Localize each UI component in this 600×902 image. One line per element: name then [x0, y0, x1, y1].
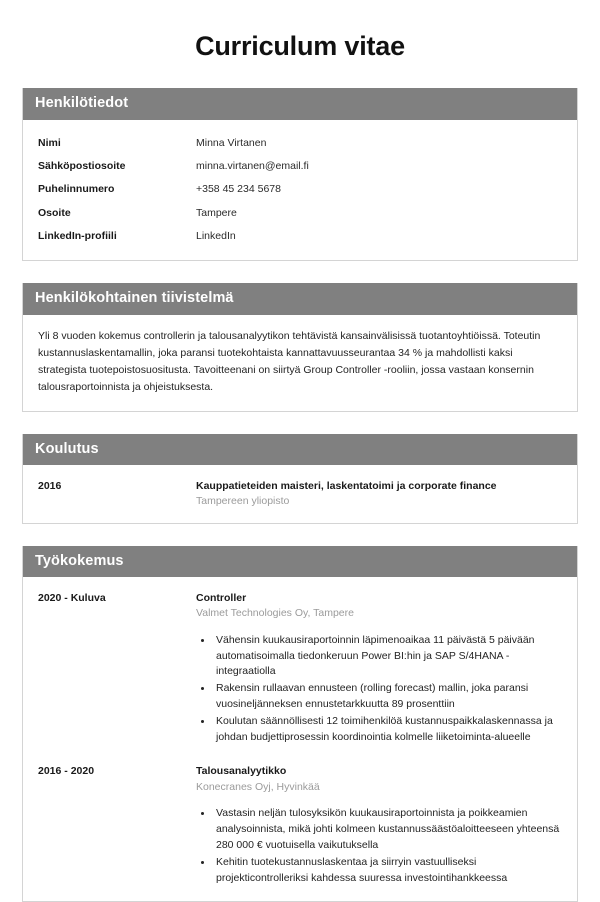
entry-bullet-list	[196, 633, 562, 747]
section-header-work-experience: Työkokemus	[23, 546, 577, 577]
table-row	[36, 155, 564, 178]
page-title: Curriculum vitae	[195, 31, 405, 61]
section-header-personal-info: Henkilötiedot	[23, 88, 577, 119]
entry-title: Kauppatieteiden maisteri, laskentatoimi ja corporate finance	[196, 479, 497, 492]
entry-subtitle: Konecranes Oyj, Hyvinkää	[196, 780, 320, 793]
entry-main	[196, 479, 562, 510]
entry-main	[196, 591, 562, 748]
section-header-education: Koulutus	[23, 434, 577, 465]
table-row	[36, 201, 564, 224]
entry-subtitle: Valmet Technologies Oy, Tampere	[196, 607, 354, 620]
info-label: Osoite	[38, 206, 71, 219]
section-body-work-experience	[23, 577, 577, 901]
info-value: Minna Virtanen	[196, 137, 267, 150]
entry-title: Talousanalyytikko	[196, 765, 287, 778]
section-personal-info	[22, 88, 578, 261]
info-value: minna.virtanen@email.fi	[196, 160, 309, 173]
section-header-summary: Henkilökohtainen tiivistelmä	[23, 283, 577, 314]
table-row	[36, 224, 564, 247]
info-label: Nimi	[38, 137, 61, 150]
section-work-experience	[22, 546, 578, 902]
list-item: • Kehitin tuotekustannuslaskentaa ja siirryin vastuulliseksi projekticontrolleriksi kahdessa suuressa investointihankkeessa	[213, 855, 562, 887]
info-value: Tampere	[196, 206, 237, 219]
table-row	[36, 132, 564, 155]
entry-date: 2020 - Kuluva	[38, 591, 106, 604]
entry-title: Controller	[196, 591, 247, 604]
work-entry	[36, 589, 564, 748]
section-body-summary	[23, 315, 577, 411]
entry-main	[196, 764, 562, 888]
info-value: +358 45 234 5678	[196, 183, 281, 196]
entry-date: 2016	[38, 479, 62, 492]
entry-subtitle: Tampereen yliopisto	[196, 495, 290, 508]
section-summary	[22, 283, 578, 411]
entry-bullet-list	[196, 806, 562, 887]
table-row	[36, 178, 564, 201]
info-label: Puhelinnumero	[38, 183, 115, 196]
list-item: • Vastasin neljän tulosyksikön kuukausiraportoinnista ja poikkeamien analysoinnista, mikä johti kolmeen kustannussäästöaloitteeseen yhteensä 280 000 € vuotuisella vaikutuksella	[213, 806, 562, 854]
list-item: • Vähensin kuukausiraportoinnin läpimenoaikaa 11 päivästä 5 päivään automatisoimalla tiedonkeruun Power BI:hin ja SAP S/4HANA -integraatiolla	[213, 633, 562, 681]
work-entry	[36, 762, 564, 888]
list-item: • Rakensin rullaavan ennusteen (rolling forecast) mallin, joka paransi vuosineljänneksen ennustetarkkuutta 89 prosenttiin	[213, 681, 562, 713]
section-education	[22, 434, 578, 524]
linkedin-profile-link[interactable]: LinkedIn	[196, 229, 236, 242]
section-body-education	[23, 465, 577, 523]
education-entry	[36, 477, 564, 510]
summary-paragraph: Yli 8 vuoden kokemus controllerin ja talousanalyytikon tehtävistä kansainvälisissä tuotantoyhtiöissä. Toteutin kustannuslaskentamallin, joka paransi tuotekohtaista kannattavuusseurantaa 34 % ja mahdollisti kaksi strategista tuotepoistosuositusta. Tavoitteenani on siirtyä Group Controller -rooliin, jossa vastaan konsernin talousraportoinnista ja ohjeistuksesta.	[38, 329, 541, 393]
entry-date: 2016 - 2020	[38, 765, 95, 778]
section-body-personal-info	[23, 120, 577, 261]
personal-info-table	[36, 132, 564, 248]
info-label: Sähköpostiosoite	[38, 160, 126, 173]
list-item: • Koulutan säännöllisesti 12 toimihenkilöä kustannuspaikkalaskennassa ja johdan budjettiprosessin koordinointia kolmelle liiketoiminta-alueelle	[213, 714, 562, 746]
info-label: LinkedIn-profiili	[38, 229, 117, 242]
